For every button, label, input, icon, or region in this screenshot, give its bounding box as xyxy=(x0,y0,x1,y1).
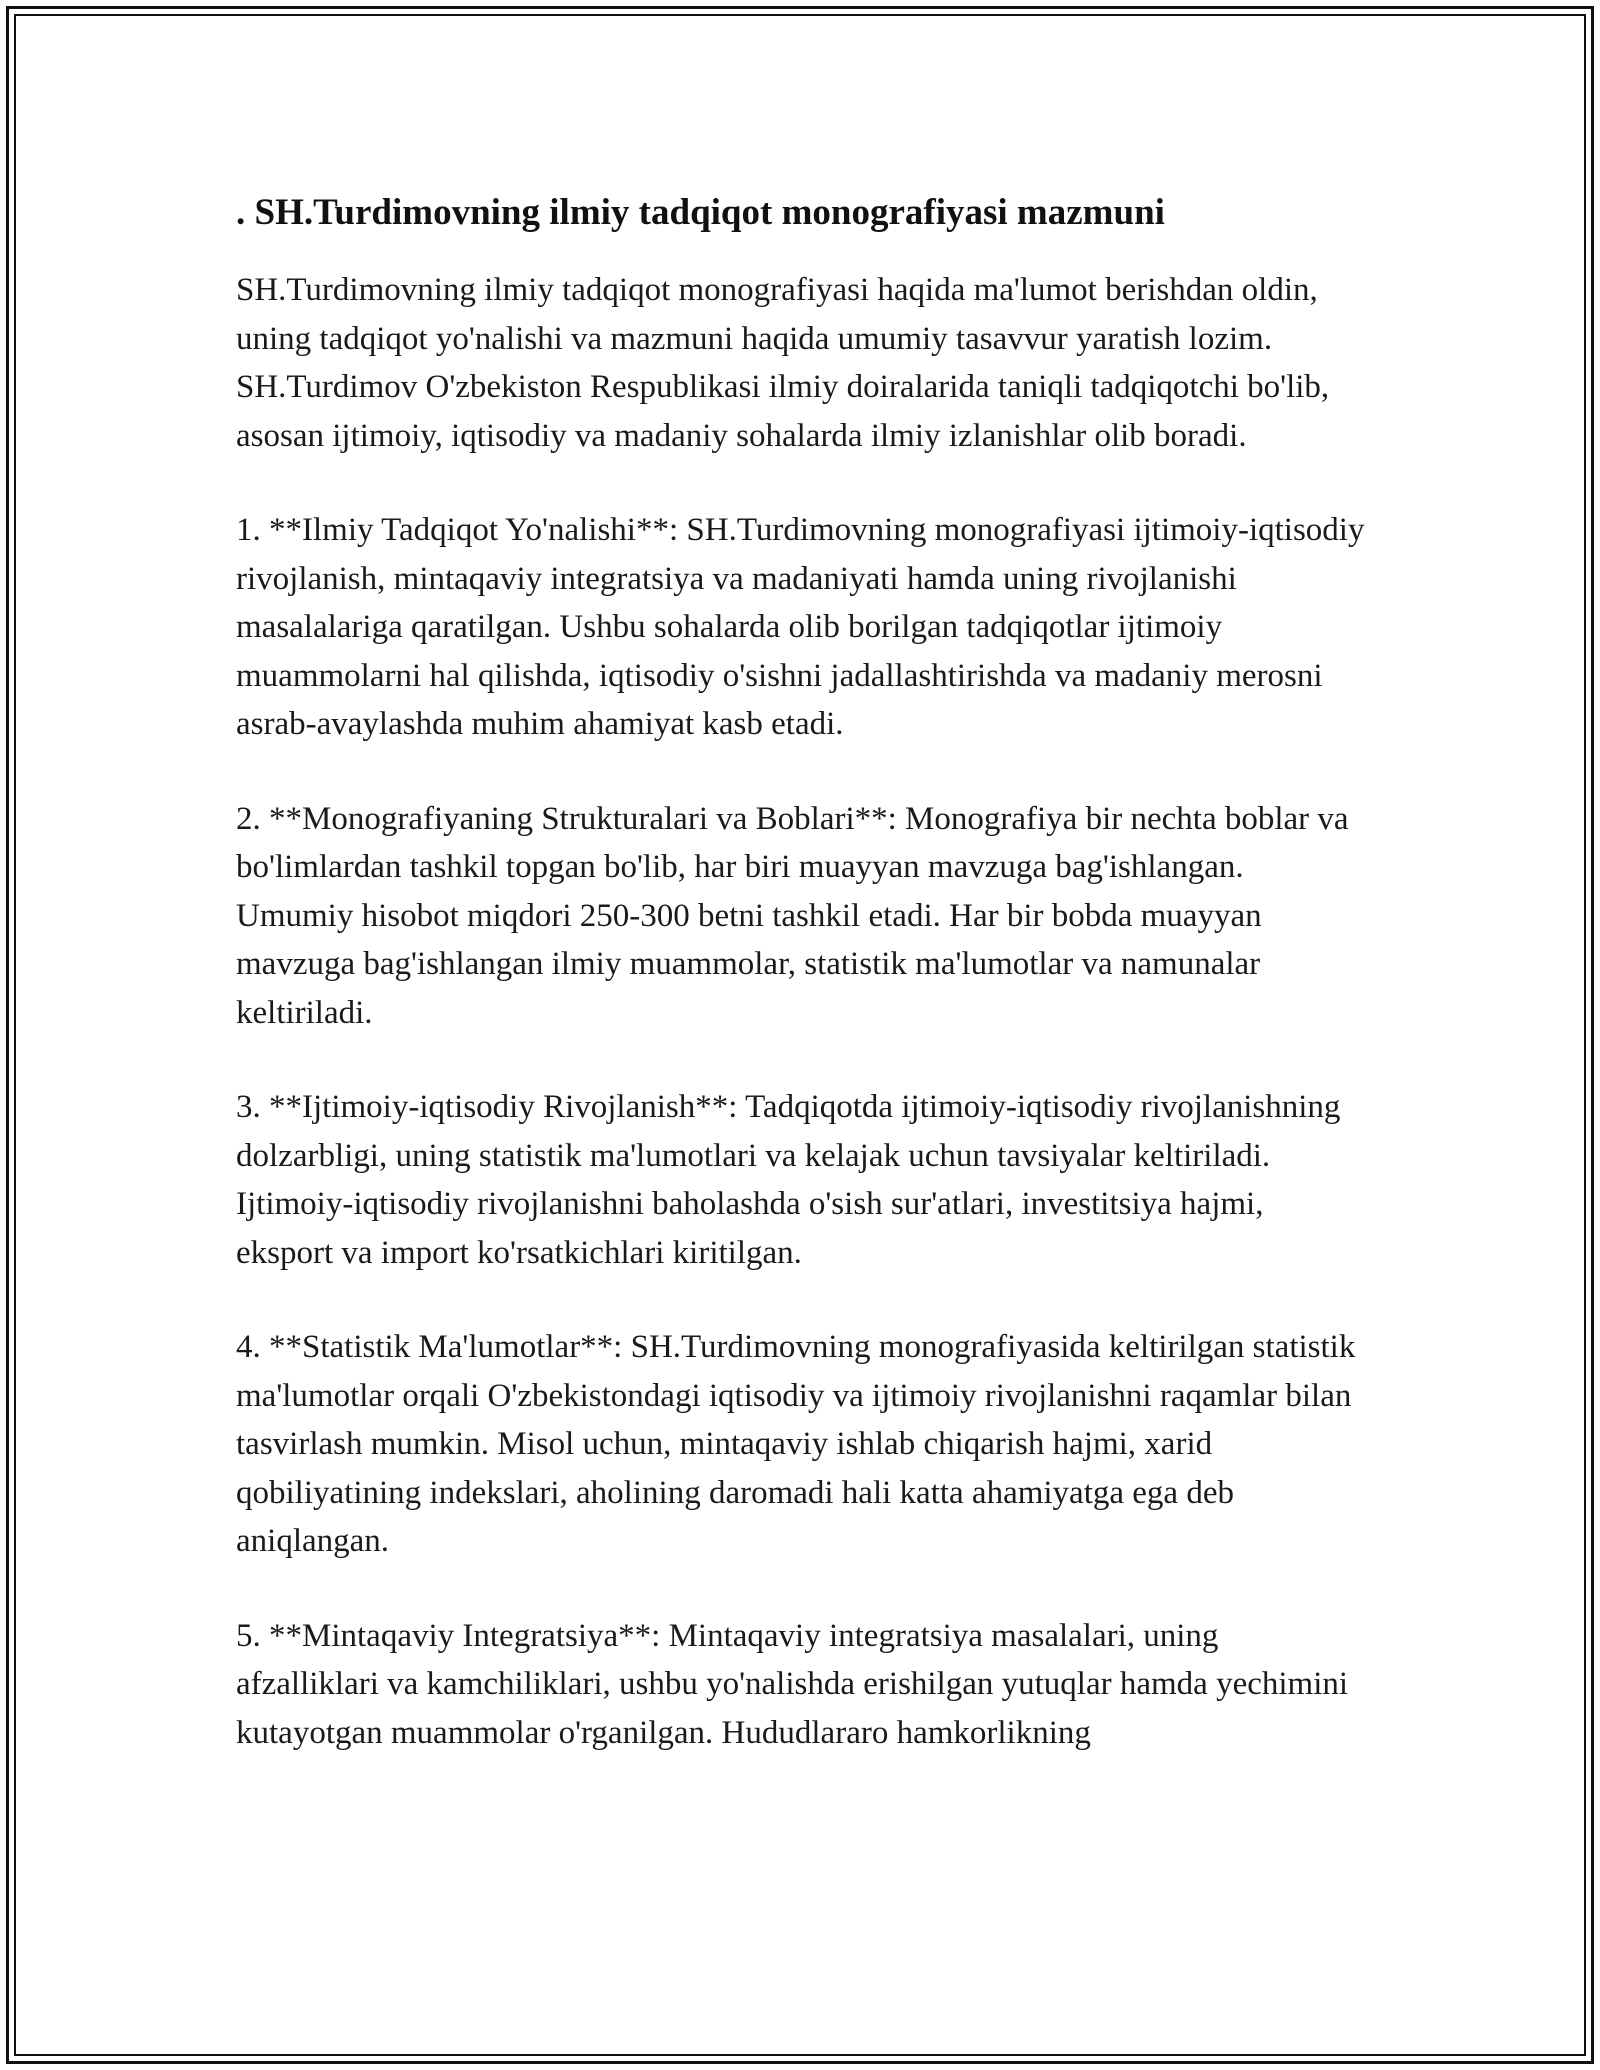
paragraph-structure-chapters: 2. **Monografiyaning Strukturalari va Boblari**: Monografiya bir nechta boblar va bo'limlardan tashkil topgan bo'lib, har biri muayyan mavzuga bag'ishlangan. Umumiy hisobot miqdori 250-300 betni tashkil etadi. Har bir bobda muayyan mavzuga bag'ishlangan ilmiy muammolar, statistik ma'lumotlar va namunalar keltiriladi. xyxy=(236,800,1349,1031)
intro-paragraph: SH.Turdimovning ilmiy tadqiqot monografiyasi haqida ma'lumot berishdan oldin, uning tadqiqot yo'nalishi va mazmuni haqida umumiy tasavvur yaratish lozim. SH.Turdimov O'zbekiston Respublikasi ilmiy doiralarida taniqli tadqiqotchi bo'lib, asosan ijtimoiy, iqtisodiy va madaniy sohalarda ilmiy izlanishlar olib boradi. xyxy=(236,272,1330,454)
document-body xyxy=(236,188,1366,1803)
paragraph-research-direction: 1. **Ilmiy Tadqiqot Yo'nalishi**: SH.Turdimovning monografiyasi ijtimoiy-iqtisodiy rivojlanish, mintaqaviy integratsiya va madaniyati hamda uning rivojlanishi masalalariga qaratilgan. Ushbu sohalarda olib borilgan tadqiqotlar ijtimoiy muammolarni hal qilishda, iqtisodiy o'sishni jadallashtirishda va madaniy merosni asrab-avaylashda muhim ahamiyat kasb etadi. xyxy=(236,512,1365,742)
paragraph-statistical-data: 4. **Statistik Ma'lumotlar**: SH.Turdimovning monografiyasida keltirilgan statistik ma'lumotlar orqali O'zbekistondagi iqtisodiy va ijtimoiy rivojlanishni raqamlar bilan tasvirlash mumkin. Misol uchun, mintaqaviy ishlab chiqarish hajmi, xarid qobiliyatining indekslari, aholining daromadi hali katta ahamiyatga ega deb aniqlangan. xyxy=(236,1329,1356,1559)
paragraph-socioeconomic-development: 3. **Ijtimoiy-iqtisodiy Rivojlanish**: Tadqiqotda ijtimoiy-iqtisodiy rivojlanishning dolzarbligi, uning statistik ma'lumotlari va kelajak uchun tavsiyalar keltiriladi. Ijtimoiy-iqtisodiy rivojlanishni baholashda o'sish sur'atlari, investitsiya hajmi, eksport va import ko'rsatkichlari kiritilgan. xyxy=(236,1089,1341,1271)
paragraph-regional-integration: 5. **Mintaqaviy Integratsiya**: Mintaqaviy integratsiya masalalari, uning afzalliklari va kamchiliklari, ushbu yo'nalishda erishilgan yutuqlar hamda yechimini kutayotgan muammolar o'rganilgan. Hududlararo hamkorlikning xyxy=(236,1617,1349,1751)
document-title: . SH.Turdimovning ilmiy tadqiqot monografiyasi mazmuni xyxy=(236,192,1165,233)
